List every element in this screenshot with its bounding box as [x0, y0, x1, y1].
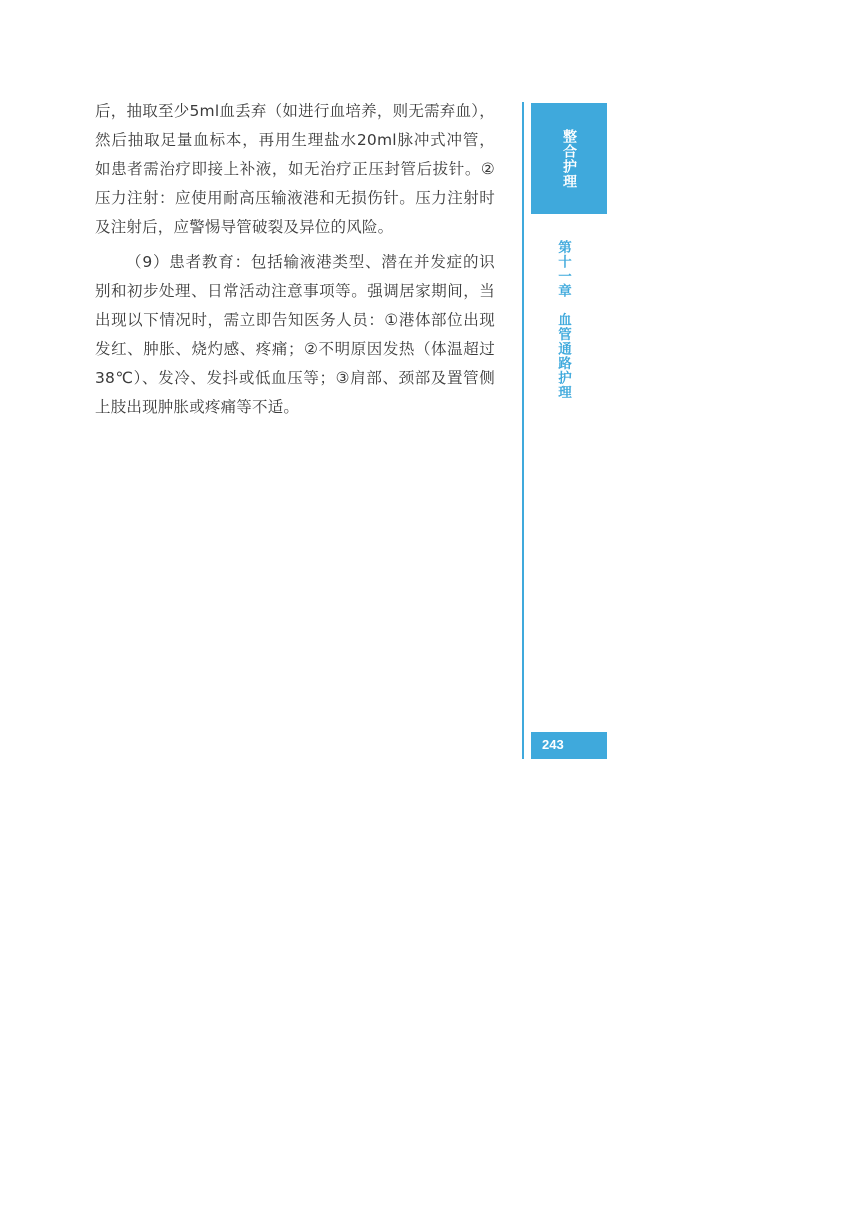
margin-rule	[522, 102, 524, 759]
page-number: 243	[542, 737, 564, 752]
chapter-label: 第十一章 血管通路护理	[555, 240, 571, 400]
main-text	[95, 97, 495, 428]
page-number-box	[531, 732, 607, 759]
section-tab	[531, 103, 607, 214]
paragraph: 后，抽取至少5ml血丢弃（如进行血培养，则无需弃血），然后抽取足量血标本，再用生理盐水20ml脉冲式冲管，如患者需治疗即接上补液，如无治疗正压封管后拔针。②压力注射：应使用耐高压输液港和无损伤针。压力注射时及注射后，应警惕导管破裂及异位的风险。	[95, 102, 495, 236]
section-label: 整合护理	[561, 128, 577, 189]
paragraph: （9）患者教育：包括输液港类型、潜在并发症的识别和初步处理、日常活动注意事项等。强调居家期间，当出现以下情况时，需立即告知医务人员：①港体部位出现发红、肿胀、烧灼感、疼痛；②不明原因发热（体温超过38℃）、发冷、发抖或低血压等；③肩部、颈部及置管侧上肢出现肿胀或疼痛等不适。	[95, 253, 495, 416]
